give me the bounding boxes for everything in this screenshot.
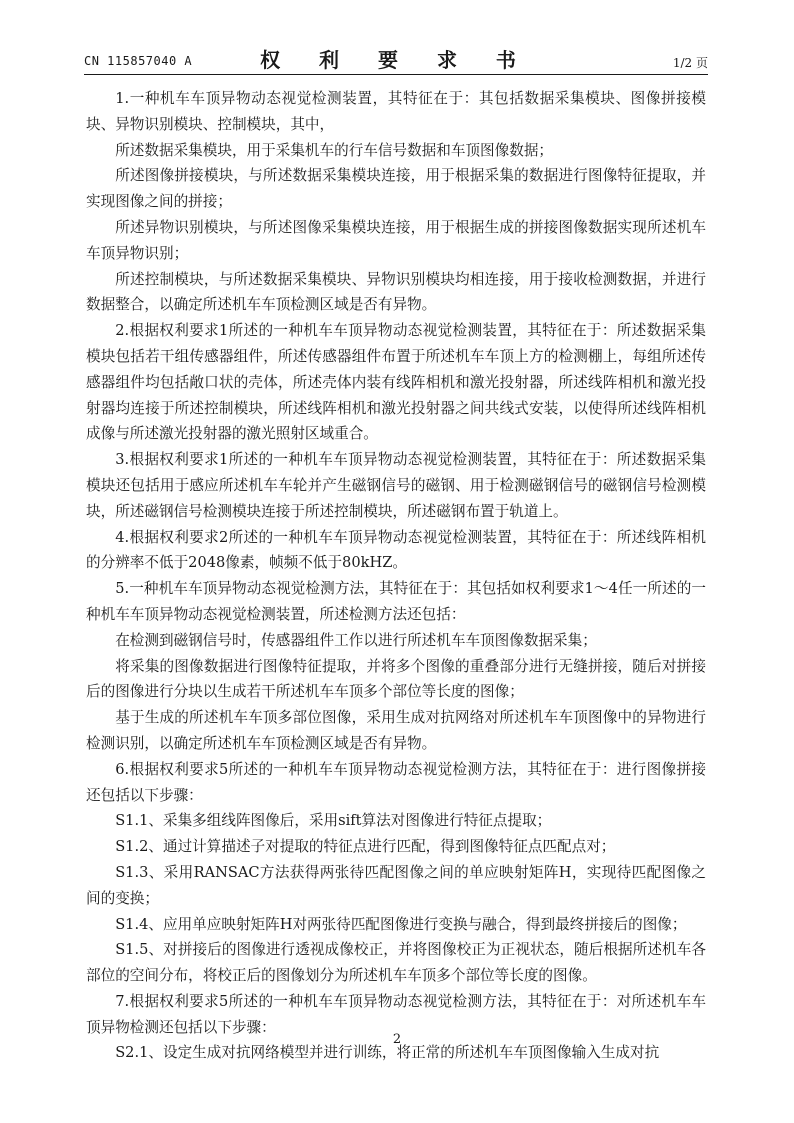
page-count: 1/2 页 bbox=[672, 56, 708, 70]
document-title: 权 利 要 求 书 bbox=[260, 48, 532, 72]
claims-body bbox=[86, 86, 706, 1066]
claim-paragraph: S1.4、应用单应映射矩阵H对两张待匹配图像进行变换与融合，得到最终拼接后的图像； bbox=[115, 915, 687, 933]
claim-paragraph: S1.5、对拼接后的图像进行透视成像校正，并将图像校正为正视状态，随后根据所述机车各部位的空间分布，将校正后的图像划分为所述机车车顶多个部位等长度的图像。 bbox=[86, 941, 706, 985]
claim-paragraph: 1.一种机车车顶异物动态视觉检测装置，其特征在于：其包括数据采集模块、图像拼接模块、异物识别模块、控制模块，其中， bbox=[86, 90, 706, 133]
claim-paragraph: 基于生成的所述机车车顶多部位图像，采用生成对抗网络对所述机车车顶图像中的异物进行检测识别，以确定所述机车车顶检测区域是否有异物。 bbox=[86, 709, 706, 752]
page-header bbox=[84, 44, 708, 72]
claim-paragraph: 所述异物识别模块，与所述图像采集模块连接，用于根据生成的拼接图像数据实现所述机车车顶异物识别； bbox=[86, 218, 706, 262]
claim-paragraph: S1.2、通过计算描述子对提取的特征点进行匹配，得到图像特征点匹配点对； bbox=[115, 838, 616, 856]
claim-paragraph: 2.根据权利要求1所述的一种机车车顶异物动态视觉检测装置，其特征在于：所述数据采集模块包括若干组传感器组件，所述传感器组件布置于所述机车车顶上方的检测棚上，每组所述传感器组件均包括敞口状的壳体，所述壳体内装有线阵相机和激光投射器，所述线阵相机和激光投射器均连接于所述控制模块，所述线阵相机和激光投射器之间共线式安装，以使得所述线阵相机成像与所述激光投射器的激光照射区域重合。 bbox=[86, 322, 706, 443]
claim-paragraph: S1.3、采用RANSAC方法获得两张待匹配图像之间的单应映射矩阵H，实现待匹配图像之间的变换； bbox=[86, 863, 706, 907]
claim-paragraph: S2.1、设定生成对抗网络模型并进行训练，将正常的所述机车车顶图像输入生成对抗 bbox=[115, 1044, 660, 1062]
claim-paragraph: 7.根据权利要求5所述的一种机车车顶异物动态视觉检测方法，其特征在于：对所述机车车顶异物检测还包括以下步骤： bbox=[86, 992, 706, 1036]
claim-paragraph: 所述控制模块，与所述数据采集模块、异物识别模块均相连接，用于接收检测数据，并进行数据整合，以确定所述机车车顶检测区域是否有异物。 bbox=[86, 270, 706, 314]
claim-paragraph: 所述图像拼接模块，与所述数据采集模块连接，用于根据采集的数据进行图像特征提取，并实现图像之间的拼接； bbox=[86, 167, 706, 211]
claim-paragraph: 4.根据权利要求2所述的一种机车车顶异物动态视觉检测装置，其特征在于：所述线阵相机的分辨率不低于2048像素，帧频不低于80kHZ。 bbox=[86, 528, 706, 572]
claim-paragraph: 在检测到磁钢信号时，传感器组件工作以进行所述机车车顶图像数据采集； bbox=[115, 631, 597, 649]
claim-paragraph: S1.1、采集多组线阵图像后，采用sift算法对图像进行特征点提取； bbox=[115, 812, 552, 830]
claim-paragraph: 3.根据权利要求1所述的一种机车车顶异物动态视觉检测装置，其特征在于：所述数据采集模块还包括用于感应所述机车车轮并产生磁钢信号的磁钢、用于检测磁钢信号的磁钢信号检测模块，所述磁钢信号检测模块连接于所述控制模块，所述磁钢布置于轨道上。 bbox=[86, 451, 706, 520]
publication-number: CN 115857040 A bbox=[84, 54, 193, 68]
claim-paragraph: 所述数据采集模块，用于采集机车的行车信号数据和车顶图像数据； bbox=[115, 141, 554, 159]
claim-paragraph: 将采集的图像数据进行图像特征提取，并将多个图像的重叠部分进行无缝拼接，随后对拼接后的图像进行分块以生成若干所述机车车顶多个部位等长度的图像； bbox=[86, 657, 706, 701]
claim-paragraph: 5.一种机车车顶异物动态视觉检测方法，其特征在于：其包括如权利要求1～4任一所述的一种机车车顶异物动态视觉检测装置，所述检测方法还包括： bbox=[86, 580, 706, 623]
page-number: 2 bbox=[392, 1032, 402, 1047]
claim-paragraph: 6.根据权利要求5所述的一种机车车顶异物动态视觉检测方法，其特征在于：进行图像拼接还包括以下步骤： bbox=[86, 760, 706, 804]
header-rule bbox=[84, 74, 708, 75]
